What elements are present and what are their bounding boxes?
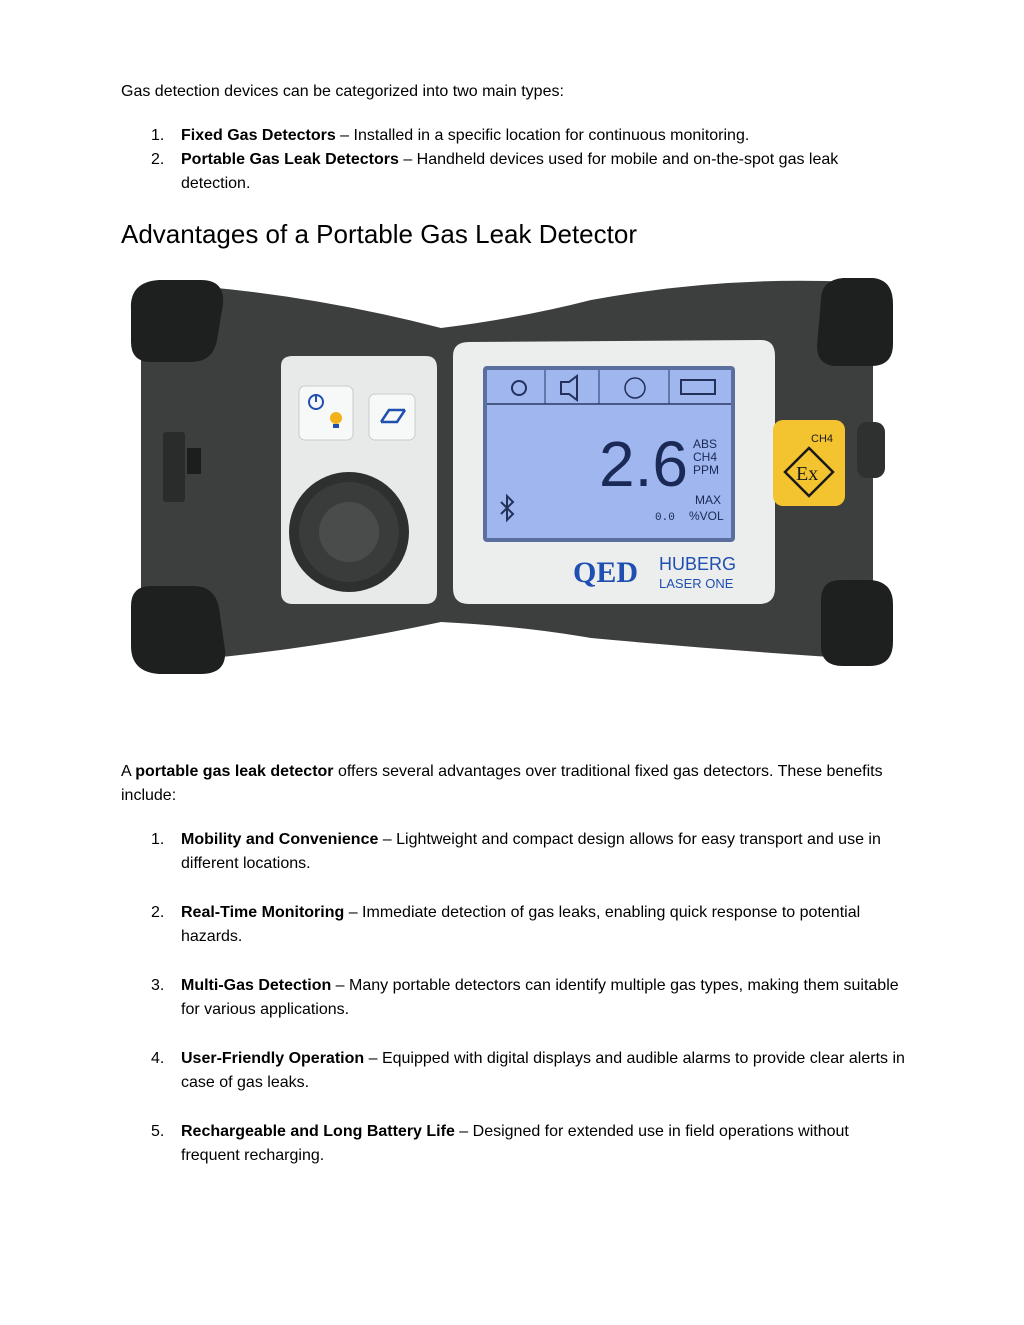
item-desc: – Designed for extended use in field operations without frequent recharging. bbox=[181, 1123, 849, 1164]
text-span: offers several advantages over traditional fixed gas detectors. These benefits include: bbox=[121, 763, 883, 804]
light-icon bbox=[330, 412, 342, 424]
gas-detector-illustration bbox=[121, 270, 901, 690]
lcd-vol-label: %VOL bbox=[689, 509, 724, 523]
detector-types-list bbox=[121, 124, 911, 196]
badge-ex-symbol: Ex bbox=[796, 463, 819, 485]
device-photo bbox=[121, 270, 911, 690]
list-item bbox=[121, 1047, 911, 1095]
lcd-max-label: MAX bbox=[695, 493, 722, 507]
item-desc: – Handheld devices used for mobile and on-the-spot gas leak detection. bbox=[181, 151, 839, 192]
bumper-bottom-right bbox=[821, 580, 893, 666]
power-button[interactable] bbox=[299, 386, 353, 440]
item-desc: – Installed in a specific location for continuous monitoring. bbox=[335, 127, 750, 144]
list-item bbox=[121, 1120, 911, 1168]
intro-paragraph: Gas detection devices can be categorized into two main types: bbox=[121, 83, 564, 100]
brand-name: HUBERG bbox=[659, 554, 737, 574]
benefits-intro-paragraph bbox=[121, 760, 911, 808]
lcd-reading: 2.6 bbox=[599, 428, 688, 500]
item-title: Real-Time Monitoring bbox=[181, 904, 345, 921]
brand-logo: QED bbox=[573, 556, 639, 589]
section-heading: Advantages of a Portable Gas Leak Detector bbox=[121, 219, 637, 249]
lcd-unit-ch4: CH4 bbox=[693, 450, 718, 464]
list-item bbox=[121, 148, 911, 196]
lcd-unit-ppm: PPM bbox=[693, 463, 720, 477]
bold-term: portable gas leak detector bbox=[135, 763, 334, 780]
list-number: 4. bbox=[151, 1050, 165, 1067]
list-item bbox=[121, 974, 911, 1022]
item-title: Rechargeable and Long Battery Life bbox=[181, 1123, 455, 1140]
brand-sub: LASER ONE bbox=[659, 576, 734, 591]
list-number: 3. bbox=[151, 977, 165, 994]
side-clip bbox=[163, 432, 185, 502]
text-span: A bbox=[121, 763, 136, 780]
item-title: Mobility and Convenience bbox=[181, 831, 379, 848]
item-title: Portable Gas Leak Detectors bbox=[181, 151, 399, 168]
item-desc: – Many portable detectors can identify multiple gas types, making them suitable for various applications. bbox=[181, 977, 899, 1018]
document-page bbox=[121, 80, 911, 1193]
swap-button[interactable] bbox=[369, 394, 415, 440]
item-desc: – Equipped with digital displays and audible alarms to provide clear alerts in case of gas leaks. bbox=[181, 1050, 905, 1091]
item-desc: – Lightweight and compact design allows for easy transport and use in different locations. bbox=[181, 831, 881, 872]
lcd-max-value: 0.0 bbox=[655, 512, 675, 524]
bumper-top-right bbox=[817, 278, 893, 366]
list-number: 2. bbox=[151, 904, 165, 921]
bumper-bottom-left bbox=[131, 586, 225, 674]
list-number: 1. bbox=[151, 831, 165, 848]
item-title: Multi-Gas Detection bbox=[181, 977, 332, 994]
bumper-top-left bbox=[131, 280, 223, 362]
list-item bbox=[121, 901, 911, 949]
list-item bbox=[121, 828, 911, 876]
advantages-list bbox=[121, 828, 911, 1168]
list-number: 1. bbox=[151, 127, 165, 144]
item-title: Fixed Gas Detectors bbox=[181, 127, 336, 144]
list-number: 5. bbox=[151, 1123, 165, 1140]
list-item bbox=[121, 124, 911, 148]
item-title: User-Friendly Operation bbox=[181, 1050, 365, 1067]
lcd-unit-abs: ABS bbox=[693, 437, 718, 451]
item-desc: – Immediate detection of gas leaks, enabling quick response to potential hazards. bbox=[181, 904, 861, 945]
badge-gas-label: CH4 bbox=[811, 433, 834, 445]
list-number: 2. bbox=[151, 151, 165, 168]
